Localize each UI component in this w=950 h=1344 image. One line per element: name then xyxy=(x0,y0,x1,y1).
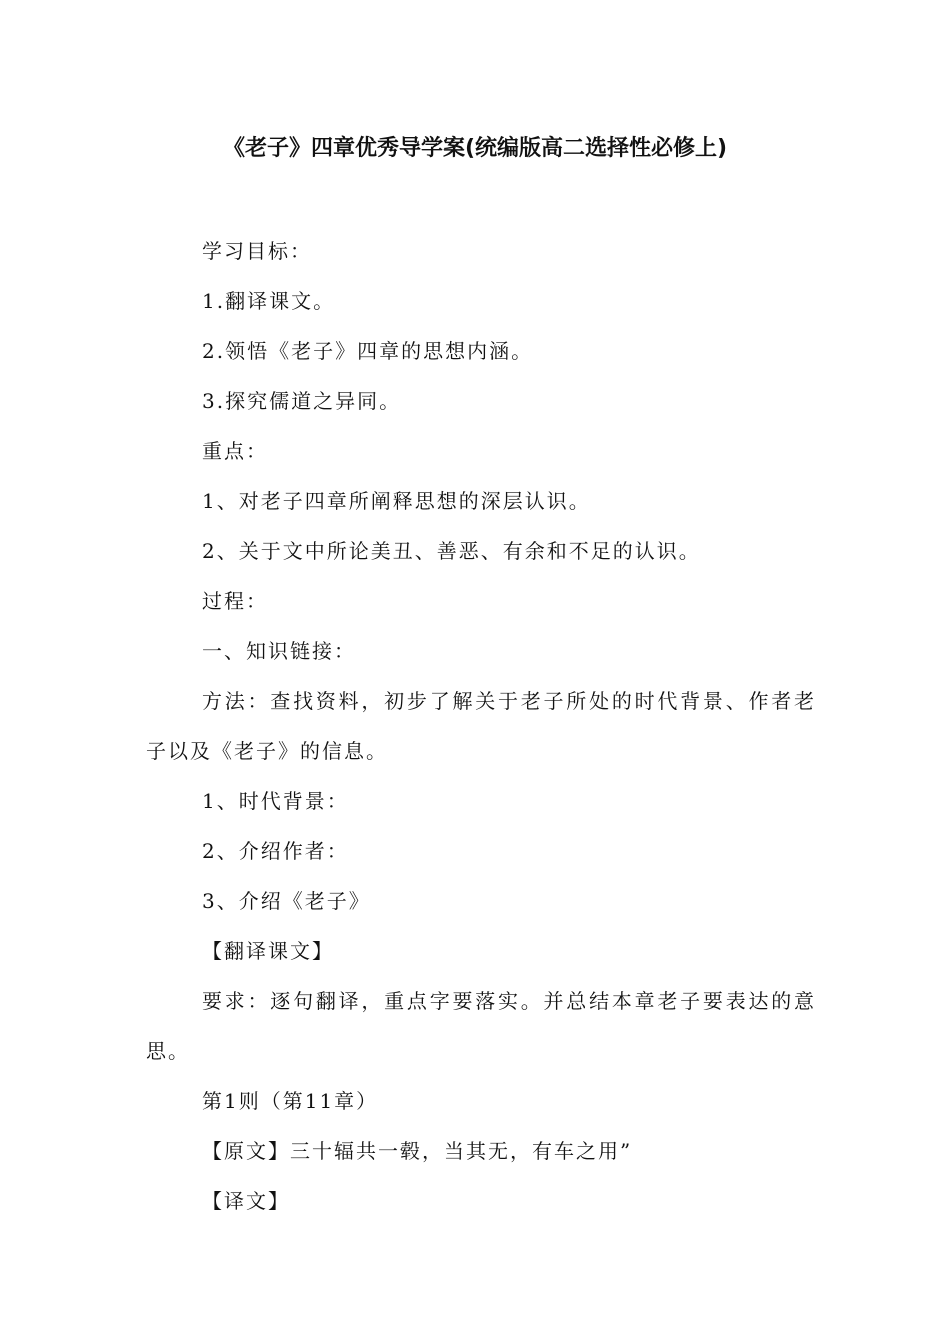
paragraph-learning-goals-heading: 学习目标： xyxy=(202,239,312,263)
paragraph-original-text: 【原文】三十辐共一毂，当其无，有车之用” xyxy=(202,1139,633,1163)
paragraph-goal-1: 1.翻译课文。 xyxy=(202,289,336,313)
paragraph-goal-2: 2.领悟《老子》四章的思想内涵。 xyxy=(202,339,534,363)
document-title: 《老子》四章优秀导学案(统编版高二选择性必修上) xyxy=(222,136,728,161)
paragraph-requirement: 要求：逐句翻译，重点字要落实。并总结本章老子要表达的意思。 xyxy=(146,989,816,1063)
paragraph-section-1: 第1则（第11章） xyxy=(202,1089,379,1113)
paragraph-knowledge-link: 一、知识链接： xyxy=(202,639,356,663)
paragraph-process-heading: 过程： xyxy=(202,589,268,613)
paragraph-key-point-1: 1、对老子四章所阐释思想的深层认识。 xyxy=(202,489,591,513)
paragraph-book-intro: 3、介绍《老子》 xyxy=(202,889,371,913)
paragraph-method: 方法：查找资料，初步了解关于老子所处的时代背景、作者老子以及《老子》的信息。 xyxy=(146,689,816,763)
paragraph-goal-3: 3.探究儒道之异同。 xyxy=(202,389,402,413)
paragraph-era-background: 1、时代背景： xyxy=(202,789,349,813)
paragraph-key-point-2: 2、关于文中所论美丑、善恶、有余和不足的认识。 xyxy=(202,539,701,563)
paragraph-author-intro: 2、介绍作者： xyxy=(202,839,349,863)
paragraph-translation-heading: 【译文】 xyxy=(202,1189,290,1213)
paragraph-key-points-heading: 重点： xyxy=(202,439,268,463)
paragraph-translate-heading: 【翻译课文】 xyxy=(202,939,334,963)
